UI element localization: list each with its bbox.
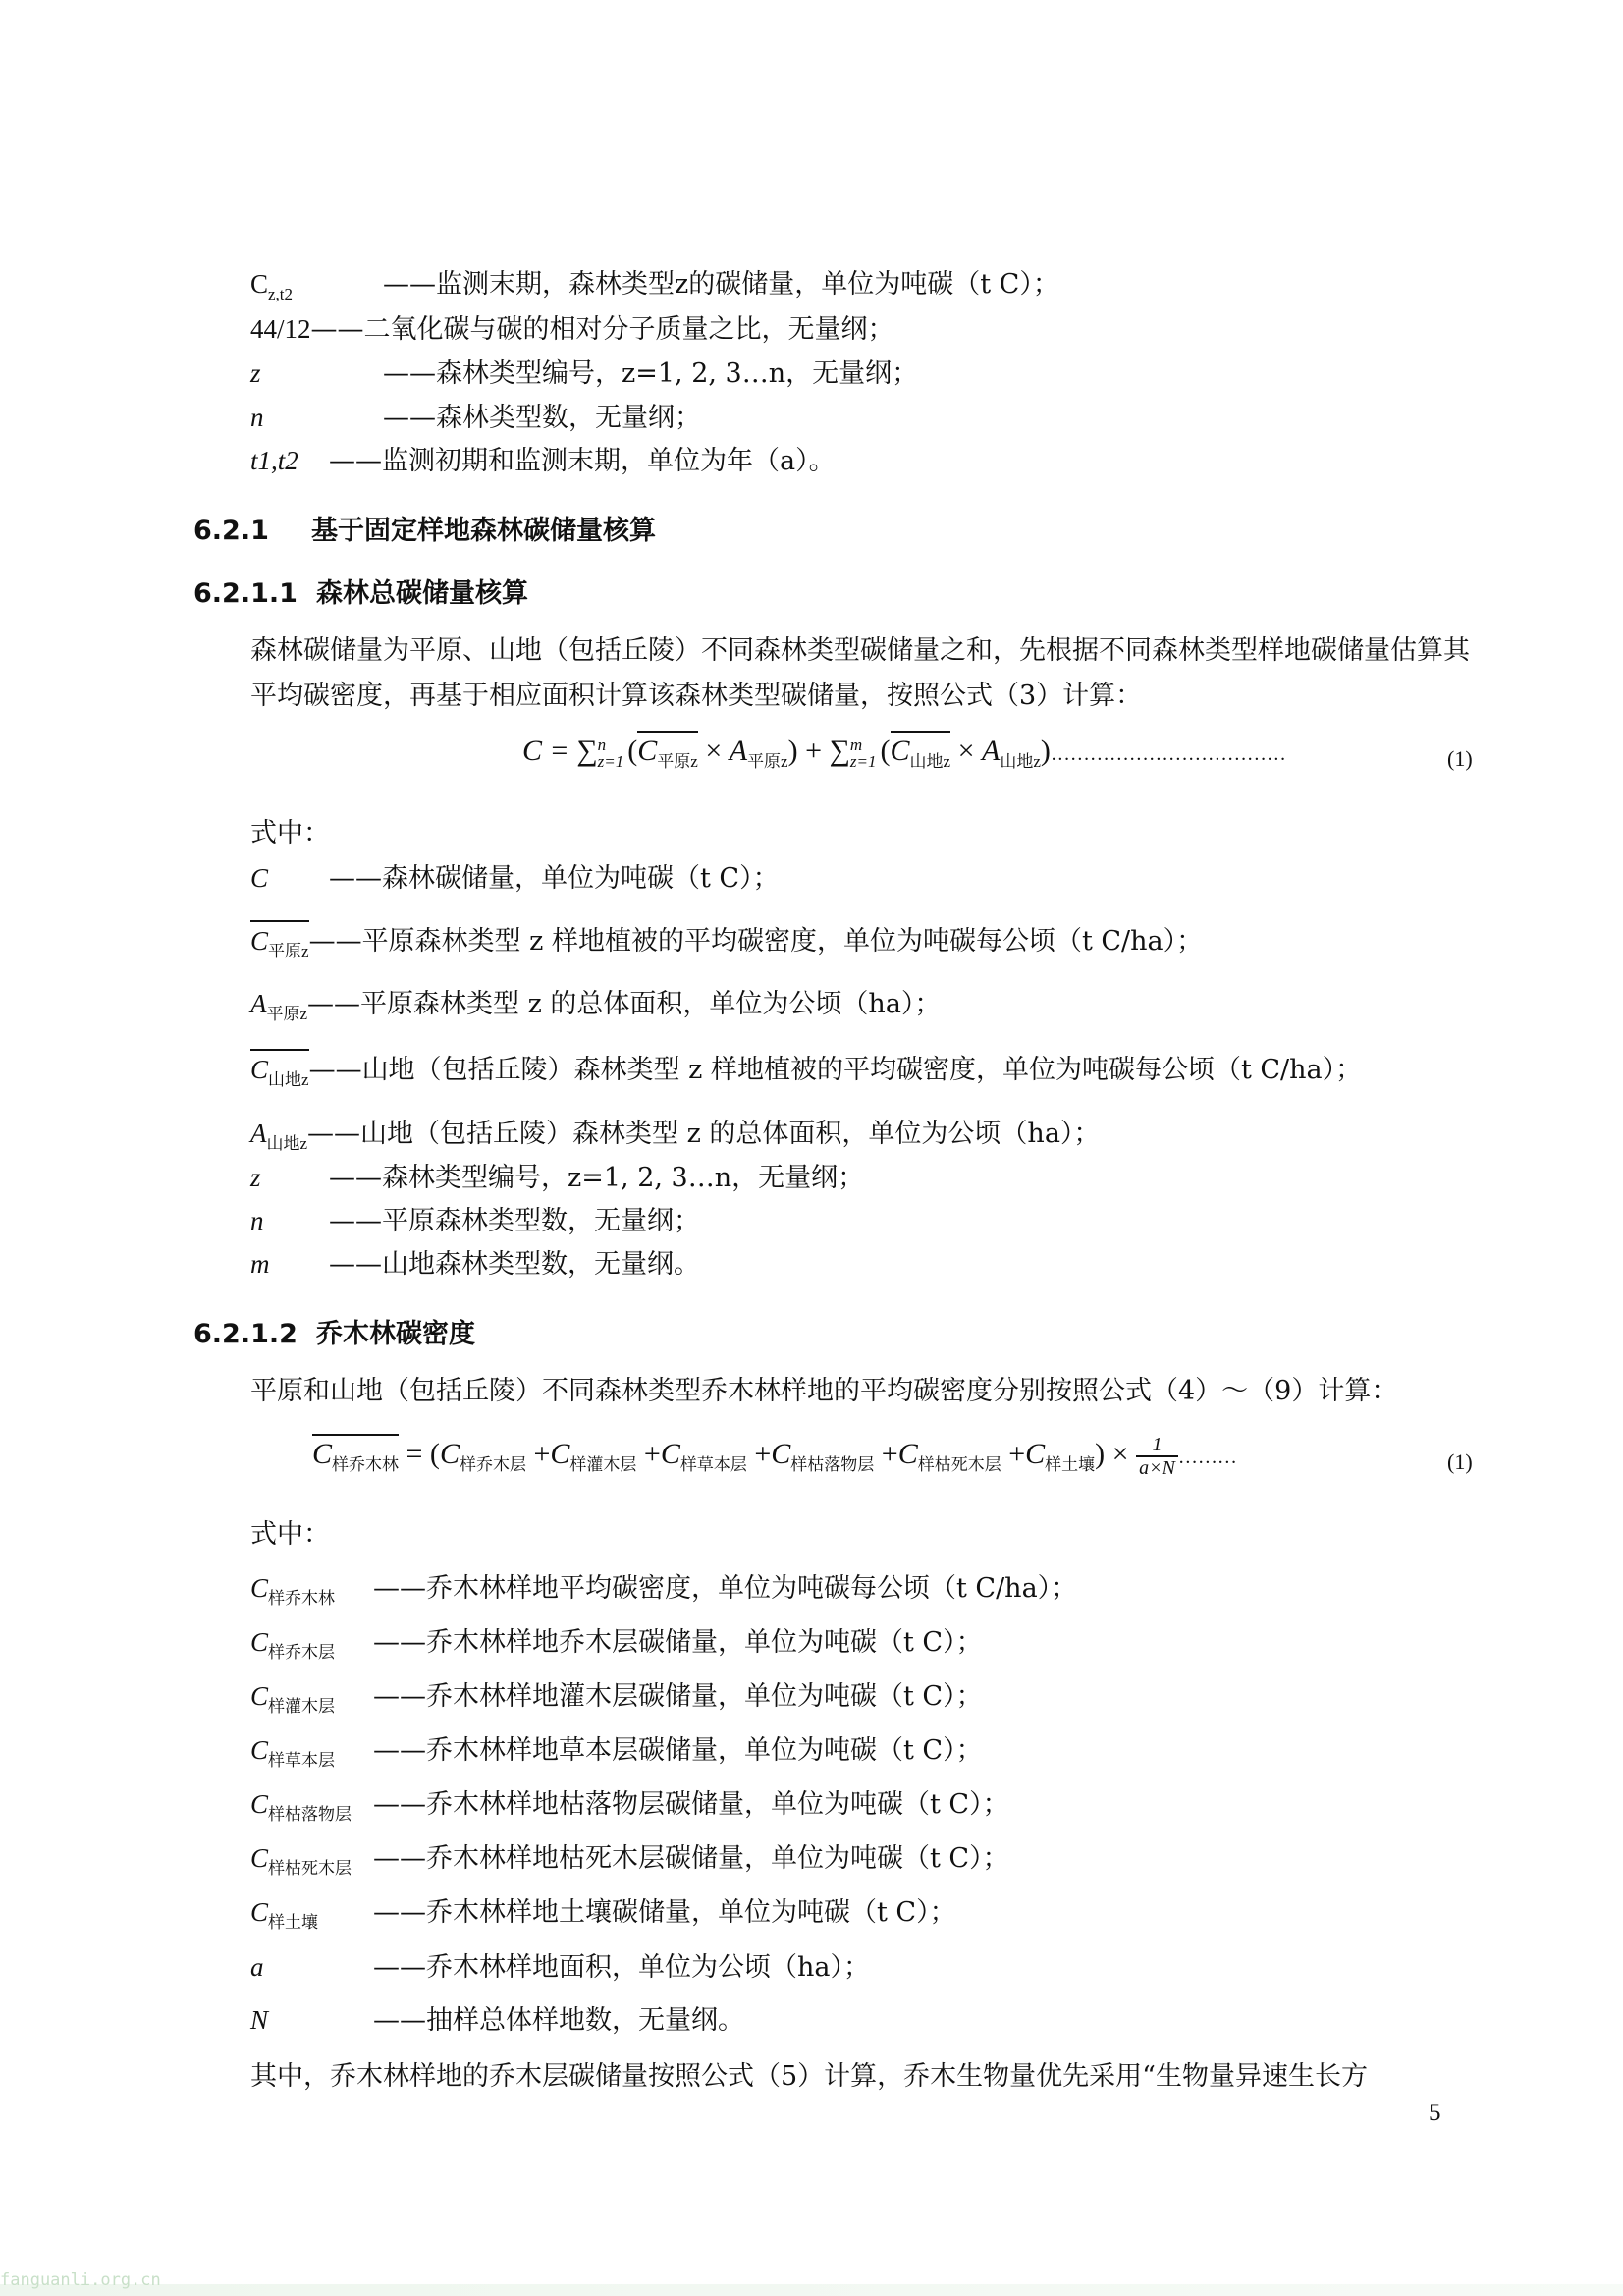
sum-upper: m xyxy=(849,736,863,755)
fraction-denominator: a×N xyxy=(1139,1457,1175,1479)
def-description: ——监测末期，森林类型z的碳储量，单位为吨碳（t C）； xyxy=(383,269,1059,300)
def-description: ——森林类型数，无量纲； xyxy=(383,403,701,433)
watermark-text: fanguanli.org.cn xyxy=(0,2270,161,2290)
def-description: ——平原森林类型 z 的总体面积，单位为公顷（ha）； xyxy=(307,989,942,1019)
def-description: ——森林类型编号，z=1, 2, 3…n，无量纲； xyxy=(329,1163,865,1193)
sum-symbol: ∑ xyxy=(576,735,598,767)
formula-total-carbon: C = ∑ n z=1 $(C_{平原z} \times A_{平原z})$ + ∑ m z=1 ($C_{山地z}$ × $A_{山地z})\dots\dots\dots\dots\dots\dots\dots\dots\dots\dots\dots\dots$ xyxy=(522,735,1286,772)
def-description: ——山地（包括丘陵）森林类型 z 的总体面积，单位为公顷（ha）； xyxy=(307,1119,1101,1149)
def-description: ——山地（包括丘陵）森林类型 z 样地植被的平均碳密度，单位为吨碳每公顷（t C/ha）； xyxy=(308,1055,1363,1085)
def-a-shandi xyxy=(250,1117,1100,1161)
def-subscript: 样乔木林 xyxy=(268,1589,336,1608)
equation-number: (1) xyxy=(1447,1449,1473,1474)
page-number: 5 xyxy=(1429,2100,1441,2126)
def-c-yangcaobenceng xyxy=(250,1733,983,1777)
formula-term-sub: 样土壤 xyxy=(1045,1454,1096,1474)
paragraph-arbor-density: 平原和山地（包括丘陵）不同森林类型乔木林样地的平均碳密度分别按照公式（4）～（9）计算： xyxy=(250,1376,1398,1406)
def-symbol: z xyxy=(250,1163,261,1192)
def-c-yangguanmuceng xyxy=(250,1679,983,1723)
section-heading-6-2-1-1 xyxy=(193,572,528,610)
def-symbol: n xyxy=(250,403,264,432)
def-n-total xyxy=(250,2003,744,2038)
shizhong-label: 式中： xyxy=(250,1519,330,1550)
def-c-zt2 xyxy=(250,267,1059,311)
def-symbol: a xyxy=(250,1952,264,1982)
term-a-sub: 山地z xyxy=(1000,752,1041,771)
def-a-pingyuan xyxy=(250,987,941,1031)
sum-upper: n xyxy=(597,736,607,755)
paragraph-forest-carbon: 森林碳储量为平原、山地（包括丘陵）不同森林类型碳储量之和，先根据不同森林类型样地碳储量估算其平均碳密度，再基于相应面积计算该森林类型碳储量，按照公式（3）计算： xyxy=(250,635,1470,711)
def-c-shandi xyxy=(250,1049,1362,1097)
def-c-yangkusimuceng xyxy=(250,1841,1009,1886)
term-c: C xyxy=(637,735,658,767)
def-n xyxy=(250,401,701,435)
def-symbol: C xyxy=(250,1055,269,1084)
def-symbol: 44/12 xyxy=(250,314,311,344)
def-t1-t2 xyxy=(250,444,836,478)
def-c xyxy=(250,861,780,896)
def-subscript: 样乔木层 xyxy=(268,1643,336,1662)
def-symbol: C xyxy=(250,1735,269,1765)
def-c-yangqiaomulin xyxy=(250,1571,1077,1615)
def-description: ——森林碳储量，单位为吨碳（t C）； xyxy=(329,863,780,894)
def-description: ——抽样总体样地数，无量纲。 xyxy=(373,2005,744,2036)
def-subscript: 样灌木层 xyxy=(268,1697,336,1716)
paragraph-arbor-layer: 其中，乔木林样地的乔木层碳储量按照公式（5）计算，乔木生物量优先采用“生物量异速生长方 xyxy=(250,2061,1368,2092)
def-symbol: z xyxy=(250,358,261,388)
def-description: ——乔木林样地灌木层碳储量，单位为吨碳（t C）； xyxy=(373,1681,983,1712)
fraction-numerator: 1 xyxy=(1136,1434,1178,1457)
def-symbol: t1,t2 xyxy=(250,446,298,475)
section-number: 6.2.1.1 xyxy=(193,578,298,609)
def-symbol: C xyxy=(250,863,269,893)
def-description: ——乔木林样地平均碳密度，单位为吨碳每公顷（t C/ha）； xyxy=(373,1573,1078,1604)
def-description: ——平原森林类型 z 样地植被的平均碳密度，单位为吨碳每公顷（t C/ha）； xyxy=(308,926,1204,957)
formula-term-sub: 样灌木层 xyxy=(569,1454,637,1474)
def-n2 xyxy=(250,1204,700,1238)
term-a: A xyxy=(729,735,748,767)
section-heading-6-2-1-2 xyxy=(193,1312,475,1350)
term-c-sub: 山地z xyxy=(909,752,951,771)
def-symbol: C xyxy=(250,1789,269,1819)
watermark-bar xyxy=(0,2284,1623,2296)
def-44-12 xyxy=(250,312,894,347)
def-description: ——监测初期和监测末期，单位为年（a）。 xyxy=(329,446,836,476)
section-title: 基于固定样地森林碳储量核算 xyxy=(311,516,656,546)
def-description: ——平原森林类型数，无量纲； xyxy=(329,1206,700,1236)
def-description: ——二氧化碳与碳的相对分子质量之比，无量纲； xyxy=(310,314,894,345)
section-heading-6-2-1 xyxy=(193,509,656,547)
def-z2 xyxy=(250,1161,864,1195)
def-subscript: 样枯死木层 xyxy=(268,1859,352,1878)
def-symbol: C xyxy=(250,926,269,956)
def-description: ——森林类型编号，z=1, 2, 3…n，无量纲； xyxy=(383,358,919,389)
def-subscript: z,t2 xyxy=(268,285,294,303)
formula-term-sub: 样枯落物层 xyxy=(790,1454,875,1474)
formula-lhs-sub: 样乔木林 xyxy=(332,1454,400,1474)
def-c-yangturang xyxy=(250,1895,956,1940)
def-symbol: m xyxy=(250,1249,270,1279)
def-c-yangkuluowuceng xyxy=(250,1787,1009,1831)
def-subscript: 山地z xyxy=(266,1134,308,1153)
def-symbol: N xyxy=(250,2005,269,2035)
formula-arbor-density: $C_{样乔木林} = (C_{样乔木层} +C_{样灌木层} +C_{样草本层} +C_{样枯落物层} +C_{样枯死木层} +C_{样土壤})$ × $\frac{1}{a\times N}$ ……… xyxy=(312,1434,1237,1479)
formula-term-sub: 样枯死木层 xyxy=(917,1454,1001,1474)
def-c-yangqiaomuceng xyxy=(250,1625,983,1669)
formula-fraction xyxy=(1136,1434,1178,1479)
def-description: ——乔木林样地草本层碳储量，单位为吨碳（t C）； xyxy=(373,1735,983,1766)
formula-term-sub: 样乔木层 xyxy=(459,1454,526,1474)
term-a: A xyxy=(982,735,1001,767)
def-description: ——乔木林样地枯落物层碳储量，单位为吨碳（t C）； xyxy=(373,1789,1009,1820)
term-c-sub: 平原z xyxy=(657,752,698,771)
def-subscript: 平原z xyxy=(268,942,309,960)
def-description: ——山地森林类型数，无量纲。 xyxy=(329,1249,700,1280)
sum-symbol: ∑ xyxy=(829,735,850,767)
def-symbol: C xyxy=(250,1573,269,1603)
def-description: ——乔木林样地枯死木层碳储量，单位为吨碳（t C）； xyxy=(373,1843,1009,1874)
def-symbol: n xyxy=(250,1206,264,1235)
formula-lhs: C = xyxy=(522,735,577,767)
def-subscript: 平原z xyxy=(266,1005,308,1023)
def-subscript: 样草本层 xyxy=(268,1751,336,1770)
def-symbol: C xyxy=(250,1897,269,1927)
sum-lower: z=1 xyxy=(849,752,877,772)
shizhong-label: 式中： xyxy=(250,818,330,848)
equation-number: (1) xyxy=(1447,746,1473,771)
sum-lower: z=1 xyxy=(597,752,624,772)
def-subscript: 山地z xyxy=(268,1070,309,1089)
section-title: 森林总碳储量核算 xyxy=(316,578,528,609)
def-symbol: C xyxy=(250,269,269,299)
term-a-sub: 平原z xyxy=(747,752,788,771)
def-symbol: C xyxy=(250,1627,269,1657)
def-m xyxy=(250,1247,700,1282)
def-symbol: C xyxy=(250,1843,269,1873)
section-title: 乔木林碳密度 xyxy=(316,1319,475,1349)
def-subscript: 样土壤 xyxy=(268,1913,319,1932)
def-subscript: 样枯落物层 xyxy=(268,1805,352,1824)
formula-leader-dots: ……… xyxy=(1177,1446,1237,1468)
def-description: ——乔木林样地土壤碳储量，单位为吨碳（t C）； xyxy=(373,1897,956,1928)
section-number: 6.2.1.2 xyxy=(193,1319,298,1349)
def-description: ——乔木林样地乔木层碳储量，单位为吨碳（t C）； xyxy=(373,1627,983,1658)
def-symbol: C xyxy=(250,1681,269,1711)
def-a xyxy=(250,1950,870,1985)
term-c: C xyxy=(890,735,910,767)
def-z xyxy=(250,356,918,391)
formula-term-sub: 样草本层 xyxy=(679,1454,747,1474)
formula-leader-dots: ……………………………… xyxy=(1050,743,1286,765)
section-number: 6.2.1 xyxy=(193,516,269,546)
def-c-pingyuan xyxy=(250,920,1203,968)
def-description: ——乔木林样地面积，单位为公顷（ha）； xyxy=(373,1952,870,1983)
def-symbol: A xyxy=(250,1119,267,1148)
def-symbol: A xyxy=(250,989,267,1018)
